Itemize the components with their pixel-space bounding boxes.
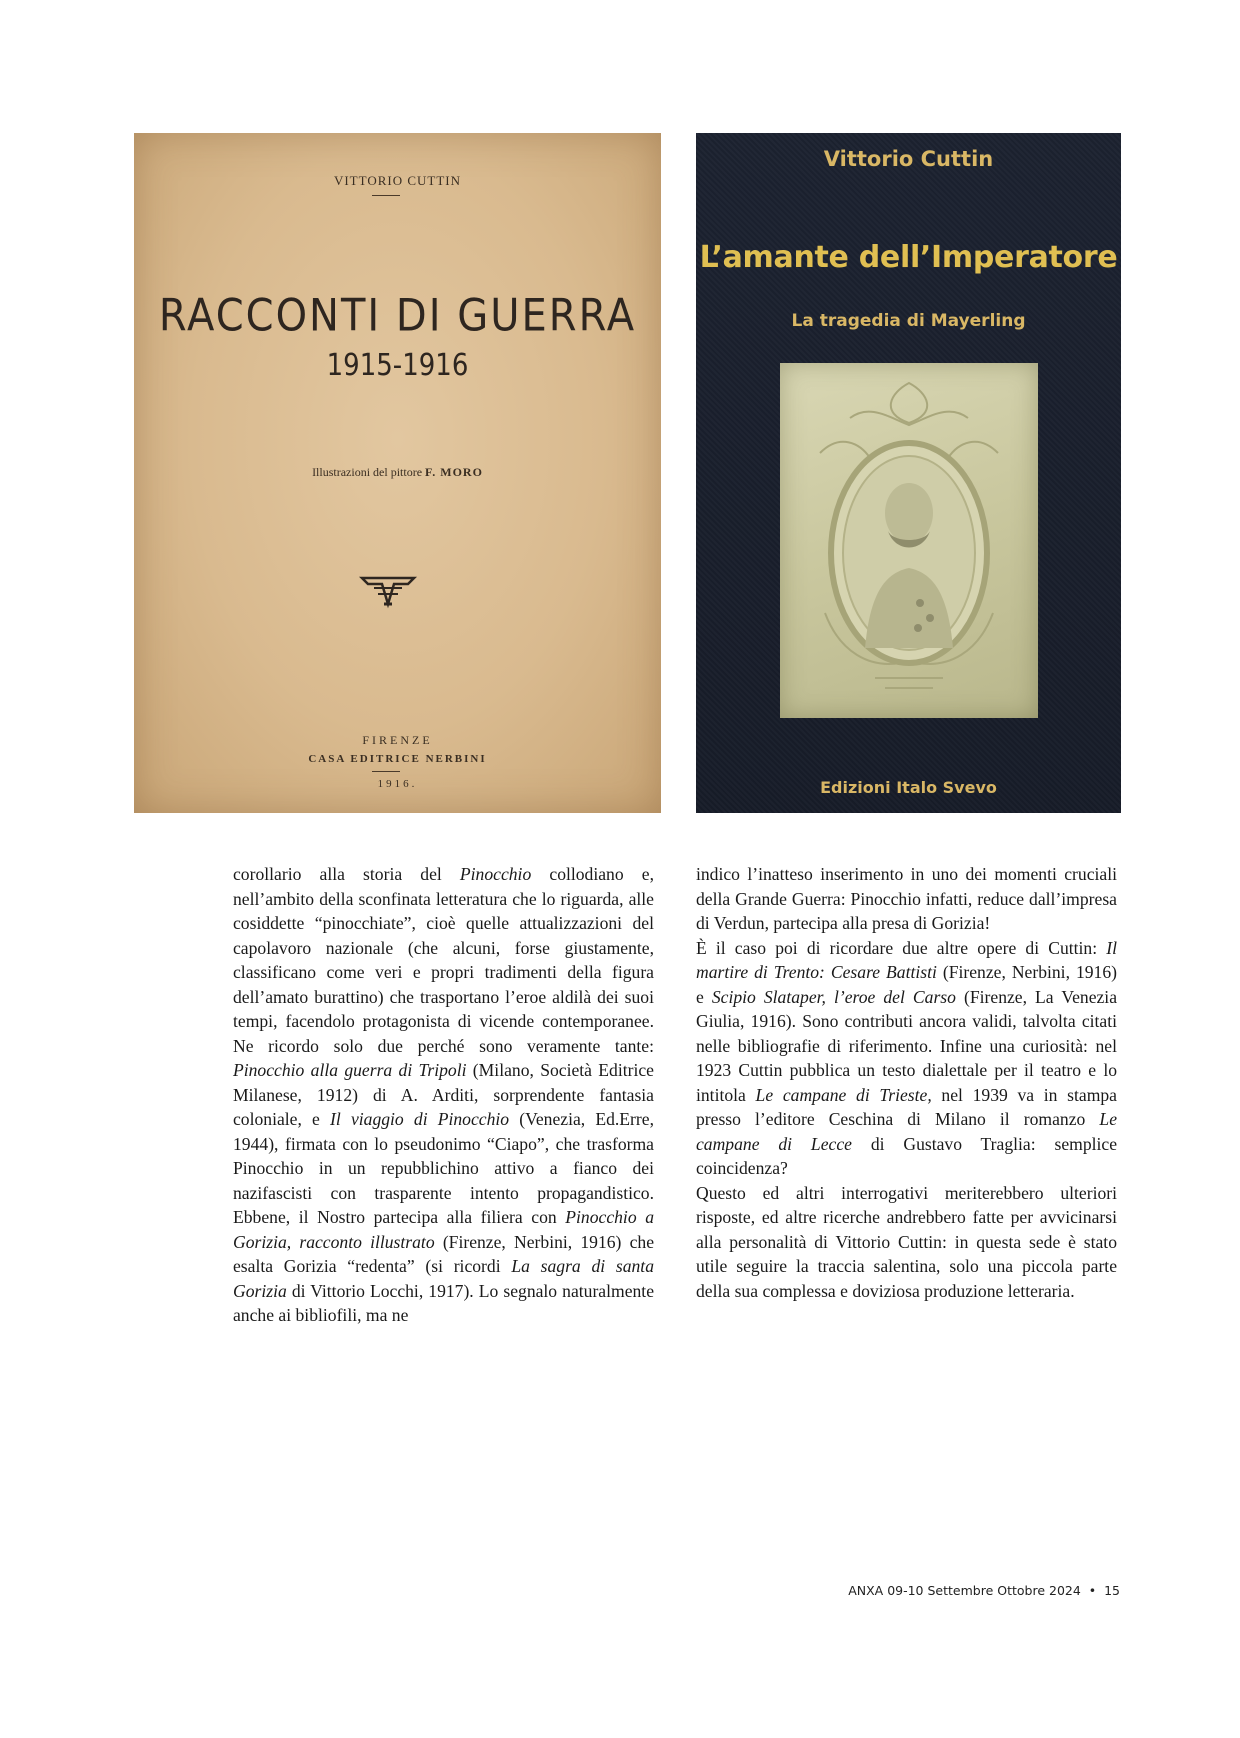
- italic-title: Pinocchio: [459, 864, 532, 884]
- cover-left-city: FIRENZE: [362, 733, 433, 747]
- cover-right-publisher: Edizioni Italo Svevo: [820, 778, 997, 797]
- italic-title: Il viaggio di Pinocchio: [330, 1109, 510, 1129]
- page-footer: [848, 1583, 1120, 1598]
- cover-left-publisher: CASA EDITRICE NERBINI: [308, 753, 487, 765]
- article-column-right: [696, 862, 1117, 1303]
- italic-title: Pinocchio a Gorizia, racconto illustrato: [233, 1207, 655, 1252]
- italic-title: La sagra di santa Gorizia: [233, 1256, 654, 1301]
- emperor-portrait-icon: [780, 363, 1038, 718]
- cover-left-rule: [372, 195, 400, 196]
- cover-left-illustrations-prefix: Illustrazioni del pittore: [312, 465, 423, 479]
- cover-l-amante-dell-imperatore: [696, 133, 1121, 813]
- italic-title: Le campane di Trieste,: [755, 1084, 932, 1105]
- text-run: indico l’inatteso inserimento in uno dei momenti cruciali della Grande Guerra: Pinocchio infatti, reduce dall’impresa di Verdun, partecipa alla presa di Gorizia!: [696, 864, 1117, 933]
- text-run: (Firenze, La Venezia Giulia, 1916). Sono contributi ancora validi, talvolta citati nelle bibliografie di riferimento. Infine una curiosità: nel 1923 Cuttin pubblica un testo dialettale per il teatro e lo intitola: [696, 986, 1118, 1105]
- publisher-emblem-icon: [358, 570, 418, 610]
- cover-left-illustrator: F. MORO: [425, 465, 483, 479]
- text-run: corollario alla storia del: [233, 864, 460, 884]
- text-run: È il caso poi di ricordare due altre opere di Cuttin:: [696, 937, 1107, 958]
- cover-right-subtitle: La tragedia di Mayerling: [791, 311, 1026, 331]
- page-number: 15: [1104, 1583, 1120, 1598]
- text-run: collodiano e, nell’ambito della sconfinata letteratura che lo riguarda, alle cosiddette “pinocchiate”, cioè quelle attualizzazioni del capolavoro nazionale (che alcuni, forse giustamente, classificano come veri e propri tradimenti della figura dell’amato burattino) che trasportano l’eroe aldilà dei suoi tempi, facendolo protagonista di vicende contemporanee. Ne ricordo solo due perché sono veramente tante:: [233, 864, 654, 1056]
- text-run: (Firenze, Nerbini, 1916) che esalta Gorizia “redenta” (si ricordi: [233, 1231, 655, 1276]
- text-run: (Milano, Società Editrice Milanese, 1912) di A. Arditi, sorprendente fantasia coloniale, e: [233, 1060, 654, 1129]
- article-paragraph: [233, 862, 654, 1328]
- text-run: (Firenze, Nerbini, 1916) e: [696, 962, 1117, 1007]
- article-paragraph: [696, 1181, 1117, 1304]
- text-run: nel 1939 va in stampa presso l’editore Ceschina di Milano il romanzo: [696, 1084, 1117, 1129]
- text-run: di Vittorio Locchi, 1917). Lo segnalo naturalmente anche ai bibliofili, ma ne: [233, 1280, 654, 1325]
- article-paragraph: [696, 936, 1117, 1181]
- cover-left-title: RACCONTI DI GUERRA: [158, 290, 637, 342]
- footer-separator: •: [1088, 1583, 1097, 1598]
- cover-left-illustrations: [134, 465, 661, 480]
- cover-portrait-panel: [780, 363, 1038, 718]
- footer-magazine: ANXA 09-10 Settembre Ottobre 2024: [848, 1583, 1081, 1598]
- cover-left-rule-bottom: [372, 771, 400, 772]
- article-column-left: [233, 862, 654, 1328]
- cover-left-years: 1915-1916: [326, 348, 469, 384]
- article-paragraph: [696, 862, 1117, 936]
- cover-left-author: VITTORIO CUTTIN: [333, 173, 462, 188]
- text-run: (Venezia, Ed.Erre, 1944), firmata con lo pseudonimo “Ciapo”, che trasforma Pinocchio in un repubblichino attivo a fianco dei nazifascisti con trasparente intento propagandistico. Ebbene, il Nostro partecipa alla filiera con: [233, 1109, 654, 1227]
- cover-right-author: Vittorio Cuttin: [823, 147, 994, 171]
- cover-racconti-di-guerra: [134, 133, 661, 813]
- text-run: Questo ed altri interrogativi meriterebbero ulteriori risposte, ed altre ricerche andrebbero fatte per avvicinarsi alla personalità di Vittorio Cuttin: in questa sede è stato utile seguire la traccia salentina, solo una piccola parte della sua complessa e doviziosa produzione letteraria.: [696, 1182, 1117, 1301]
- cover-right-title: L’amante dell’Imperatore: [699, 240, 1118, 275]
- italic-title: Il martire di Trento: Cesare Battisti: [696, 937, 1117, 982]
- cover-left-year: 1916.: [377, 778, 418, 790]
- italic-title: Le campane di Lecce: [696, 1109, 1117, 1154]
- italic-title: Pinocchio alla guerra di Tripoli: [233, 1060, 467, 1080]
- italic-title: Scipio Slataper, l’eroe del Carso: [711, 986, 956, 1007]
- text-run: di Gustavo Traglia: semplice coincidenza?: [696, 1133, 1118, 1178]
